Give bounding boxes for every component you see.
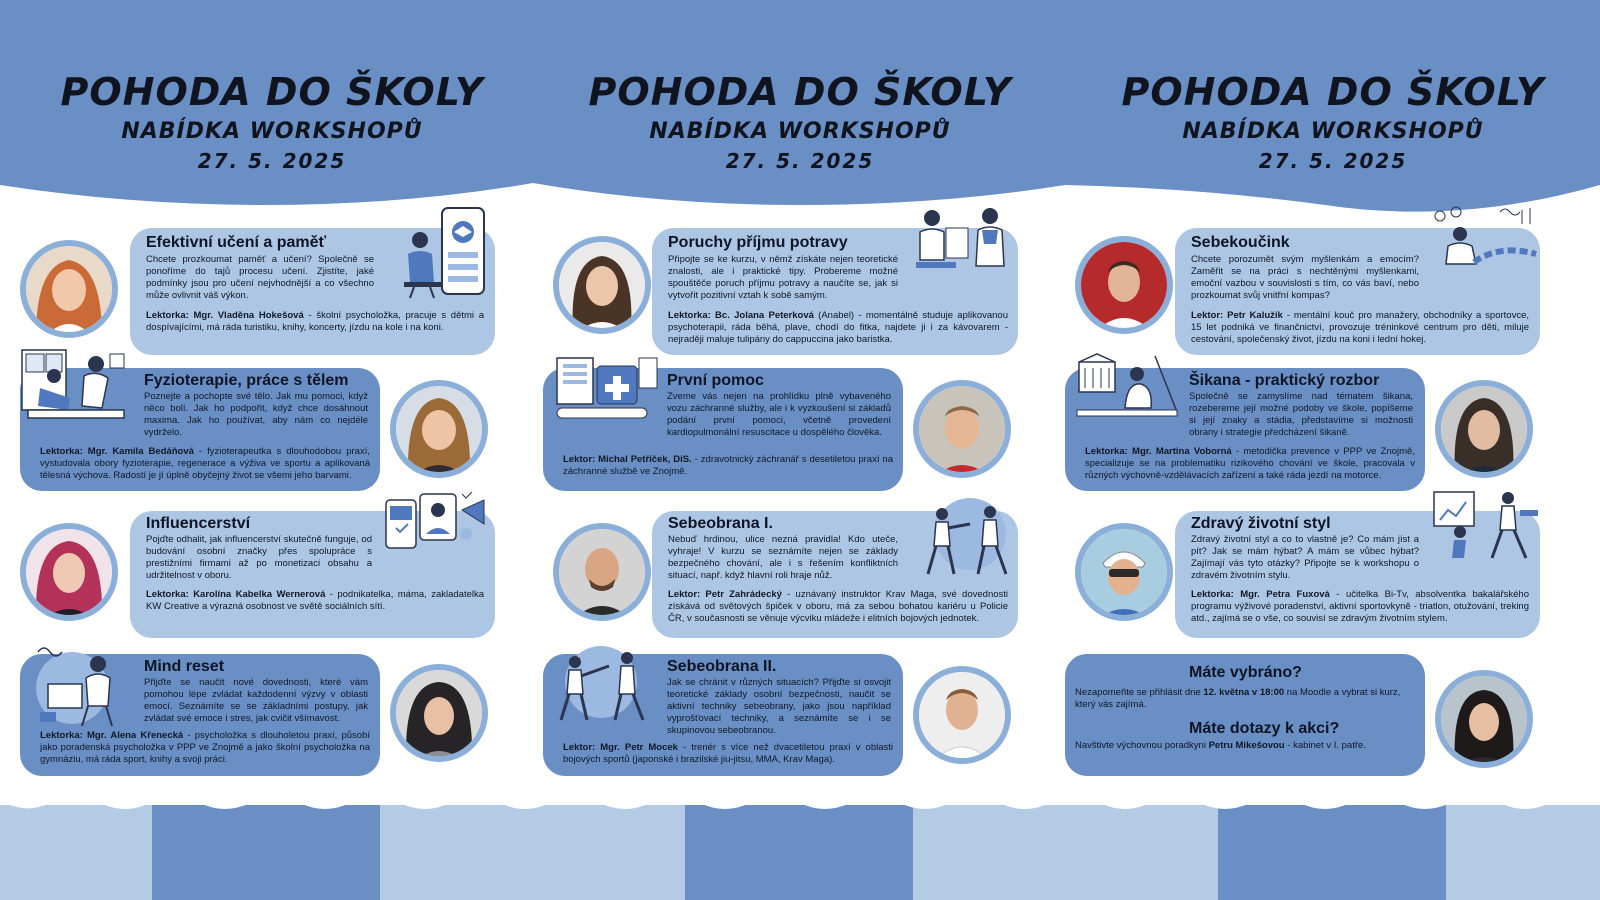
lector-label: Lektorka:: [40, 446, 83, 457]
workshop-description: Pojďte odhalit, jak influencerství skutečně funguje, od budování osobní značky přes spolupráce s prestižními firmami až po monetizaci obsahu a udržitelnost v oboru.: [146, 534, 372, 581]
self-coaching-illustration: [1430, 204, 1540, 274]
header-title: POHODA DO ŠKOLY: [588, 70, 1012, 114]
self-defense-illustration-1: [918, 494, 1018, 578]
lector-photo-voborna: [1435, 380, 1533, 478]
workshop-lector: [1085, 446, 1415, 482]
workshop-description: Společně se zamyslíme nad tématem šikana, rozebereme její možné podoby ve škole, popíšeme si její znaky a stádia, představíme si možnosti obrany i strategie předcházení šikaně.: [1189, 391, 1413, 438]
bottom-block-3: [380, 805, 685, 900]
workshop-description: Chcete porozumět svým myšlenkám a emocím? Zaměřit se na práci s nechtěnými myšlenkami, emoční vazbou v souvislosti s tím, co vás baví, nebo prozkoumat svůj vnitřní kompas?: [1191, 254, 1419, 301]
info-text-part: Navštivte výchovnou poradkyni: [1075, 740, 1209, 751]
lector-label: Lektorka:: [1191, 589, 1234, 600]
lector-label: Lektor:: [563, 742, 596, 753]
info-question-contact: Máte dotazy k akci?: [1189, 720, 1340, 737]
workshop-description: Nebuď hrdinou, ulice nezná pravidla! Kdo uteče, vyhraje! V kurzu se seznámíte nejen se základy bezpečného chování, ale i s řešením konfliktních situací, např. když hlavní roli hraje nůž.: [668, 534, 898, 581]
workshop-title: Šikana - praktický rozbor: [1189, 372, 1380, 389]
lector-photo-bedanova: [390, 380, 488, 478]
lector-label: Lektorka:: [146, 310, 189, 321]
lector-label: Lektorka:: [146, 589, 189, 600]
workshop-description: Chcete prozkoumat paměť a učení? Společně se ponoříme do tajů procesu učení. Zjistíte, jaké podmínky jsou pro učení nejvhodnější a co všechno může ovlivnit váš výkon.: [146, 254, 374, 301]
workshop-title: Sebeobrana I.: [668, 515, 773, 532]
header-col-2: [540, 70, 1060, 174]
registration-date: 12. května v 18:00: [1203, 687, 1285, 698]
info-contact-text: [1075, 740, 1415, 752]
mind-reset-illustration: [28, 636, 128, 728]
workshop-title: Sebeobrana II.: [667, 658, 777, 675]
info-text-part: na Moodle a vybrat si kurz, který vás zajímá.: [1075, 687, 1401, 710]
lector-photo-fuxova: [1075, 523, 1173, 621]
bottom-block-5: [913, 805, 1218, 900]
lector-bio: - školní psycholožka, pracuje s dětmi a dospívajícími, má ráda turistiku, knihy, koncerty, jízdu na kole i na koni.: [146, 310, 485, 333]
study-illustration: [400, 204, 490, 300]
lector-name: Mgr. Petr Mocek: [600, 742, 678, 753]
lector-name: Mgr. Kamila Bedáňová: [87, 446, 194, 457]
lector-photo-kaluzik: [1075, 236, 1173, 334]
lector-name: Mgr. Vladěna Hokešová: [193, 310, 304, 321]
workshop-title: Sebekoučink: [1191, 234, 1290, 251]
lector-name: Bc. Jolana Peterková: [715, 310, 814, 321]
lector-label: Lektor:: [563, 454, 596, 465]
contact-name: Petru Mikešovou: [1208, 740, 1285, 751]
lector-label: Lektorka:: [1085, 446, 1128, 457]
lector-bio: - zdravotnický záchranář s desetiletou praxí na záchranné službě ve Znojmě.: [563, 454, 894, 477]
header-date: 27. 5. 2025: [197, 149, 347, 173]
eating-disorder-illustration: [910, 204, 1020, 274]
lector-bio: - uznávaný instruktor Krav Maga, své dovednosti získává od světových špiček v oboru, má za sebou bohatou kariéru u Policie ČR, v současnosti se věnuje výcviku mládeže i elitních bojových jednotek.: [668, 589, 1009, 624]
lector-label: Lektorka:: [668, 310, 711, 321]
bottom-block-2: [152, 805, 380, 900]
influencer-illustration: [382, 490, 494, 556]
lector-photo-hokesova: [20, 240, 118, 338]
header-subtitle: NABÍDKA WORKSHOPŮ: [1182, 119, 1484, 144]
lector-bio: - psycholožka s dlouholetou praxí, působí jako poradenská psycholožka v PPP ve Znojmě a jako školní psycholožka na gymnáziu, má ráda sport, knihy a svoji práci.: [40, 730, 370, 765]
lector-bio: (Anabel) - momentálně studuje aplikovanou psychoterapii, ráda běhá, plave, chodí do fitka, najdete ji i za kávovarem - nejraději maluje tulipány do cappuccina jako baristka.: [668, 310, 1008, 345]
workshop-title: Poruchy příjmu potravy: [668, 234, 848, 251]
lector-photo-mocek: [913, 666, 1011, 764]
workshop-title: První pomoc: [667, 372, 764, 389]
lector-photo-petricek: [913, 380, 1011, 478]
workshop-description: Jak se chránit v různých situacích? Přijďte si osvojit teoretické základy osobní bezpečnosti, naučit se aktivní techniky sebeobrany, jako jsou například vyprošťovací techniky, a seznámíte se i se skupinovou sebeobranou.: [667, 677, 891, 736]
lector-name: Mgr. Alena Křenecká: [86, 730, 184, 741]
lector-label: Lektor:: [1191, 310, 1224, 321]
header-title: POHODA DO ŠKOLY: [60, 70, 484, 114]
self-defense-illustration-2: [553, 640, 653, 722]
workshop-title: Zdravý životní styl: [1191, 515, 1331, 532]
lector-name: Karolína Kabelka Wernerová: [193, 589, 326, 600]
workshop-lector: [668, 589, 1008, 625]
workshop-title: Influencerství: [146, 515, 251, 532]
header-col-1: [12, 70, 532, 174]
workshop-title: Mind reset: [144, 658, 225, 675]
info-text-part: - kabinet v I. patře.: [1284, 740, 1366, 751]
lector-photo-peterkova: [553, 236, 651, 334]
workshop-lector: [1191, 310, 1529, 346]
lector-photo-wernerova: [20, 523, 118, 621]
lector-photo-zahradecky: [553, 523, 651, 621]
lector-name: Petr Zahrádecký: [705, 589, 782, 600]
header-col-3: [1073, 70, 1593, 174]
lector-label: Lektorka:: [40, 730, 83, 741]
workshop-lector: [146, 589, 484, 613]
info-question-selected: Máte vybráno?: [1189, 664, 1302, 681]
header-date: 27. 5. 2025: [725, 149, 875, 173]
bottom-block-1: [0, 805, 152, 900]
workshop-lector: [146, 310, 484, 334]
workshop-description: Přijďte se naučit nové dovednosti, které vám pomohou lépe zvládat každodenní výzvy v oblasti emocí. Seznámíte se se základními postupy, jak zvládat své emoce i stres, jak cvičit všímavost.: [144, 677, 368, 724]
lector-name: Petr Kalužík: [1227, 310, 1283, 321]
lector-name: Michal Petříček, DiS.: [598, 454, 692, 465]
lector-bio: - fyzioterapeutka s dlouhodobou praxí, vystudovala obory fyzioterapie, regenerace a výživa ve sportu a aplikovaná tělesná výchova. Radostí je jí úplně obyčejný život se všemi jeho barvami.: [40, 446, 370, 481]
workshop-title: Fyzioterapie, práce s tělem: [144, 372, 349, 389]
healthy-lifestyle-illustration: [1430, 488, 1542, 560]
workshop-title: Efektivní učení a paměť: [146, 234, 327, 251]
lector-bio: - učitelka Bi-Tv, absolventka bakalářského programu výživové poradenství, aktivní sportovkyně - triatlon, otužování, treking atd., zajímá se o vše, co souvisí se zdravým životním stylem.: [1191, 589, 1529, 624]
header-title: POHODA DO ŠKOLY: [1121, 70, 1545, 114]
bottom-block-6: [1218, 805, 1446, 900]
lector-name: Mgr. Martina Voborná: [1132, 446, 1232, 457]
header-date: 27. 5. 2025: [1258, 149, 1408, 173]
bottom-block-7: [1446, 805, 1600, 900]
workshop-lector: [40, 730, 370, 766]
workshop-lector: [668, 310, 1008, 346]
workshop-description: Zveme vás nejen na prohlídku plně vybaveného vozu záchranné služby, ale i k vyzkoušení si základů podání první pomoci, včetně provedení kardiopulmonální resuscitace u dospělého člověka.: [667, 391, 891, 438]
workshop-description: Poznejte a pochopte své tělo. Jak mu pomoci, když něco bolí. Jak ho podpořit, když chce dosáhnout maxima. Jak ho používat, aby nám co nejdéle vydrželo.: [144, 391, 368, 438]
bottom-block-4: [685, 805, 913, 900]
workshop-lector: [563, 454, 893, 478]
lector-bio: - metodička prevence v PPP ve Znojmě, specializuje se na problematiku rizikového chování ve škole, pracovala v různých výchovně-vzdělávacích zařízení a také ráda jezdí na motorce.: [1085, 446, 1415, 481]
info-card: [1065, 654, 1425, 776]
photo-mikesova: [1435, 670, 1533, 768]
lector-bio: - mentální kouč pro manažery, obchodníky a sportovce, 15 let podniká ve finančnictví, provozuje tréninkové centrum pro děti, miluje cestování, společenský život, jízdu na koni i lední hokej.: [1191, 310, 1529, 345]
workshop-description: Připojte se ke kurzu, v němž získáte nejen teoretické znalosti, ale i praktické tipy. Probereme možné spouštěče poruch příjmu potravy a naučíte se, jak si vytvořit pozitivní vztah k sobě samým.: [668, 254, 898, 301]
header-subtitle: NABÍDKA WORKSHOPŮ: [649, 119, 951, 144]
workshop-lector: [40, 446, 370, 482]
lector-bio: - trenér s více než dvacetiletou praxí v oblasti bojových sportů (japonské i brazilské jiu-jitsu, MMA, Krav Maga).: [563, 742, 893, 765]
lector-label: Lektor:: [668, 589, 701, 600]
info-text-part: Nezapomeňte se přihlásit dne: [1075, 687, 1204, 698]
workshop-lector: [563, 742, 893, 766]
workshop-description: Zdravý životní styl a co to vlastně je? Co mám jíst a pít? Jak se mám hýbat? A mám se vůbec hýbat? Zajímají vás tyto otázky? Připojte se k workshopu o zdravém životním stylu.: [1191, 534, 1419, 581]
lector-name: Mgr. Petra Fuxová: [1240, 589, 1330, 600]
info-registration-text: [1075, 687, 1415, 711]
physiotherapy-illustration: [18, 346, 130, 428]
lector-bio: - podnikatelka, máma, zakladatelka KW Creative a výrazná osobnost ve světě sociálních sítí.: [146, 589, 485, 612]
bullying-illustration: [1075, 352, 1185, 418]
workshop-lector: [1191, 589, 1529, 625]
first-aid-illustration: [553, 352, 661, 424]
lector-photo-krenecka: [390, 664, 488, 762]
header-subtitle: NABÍDKA WORKSHOPŮ: [121, 119, 423, 144]
